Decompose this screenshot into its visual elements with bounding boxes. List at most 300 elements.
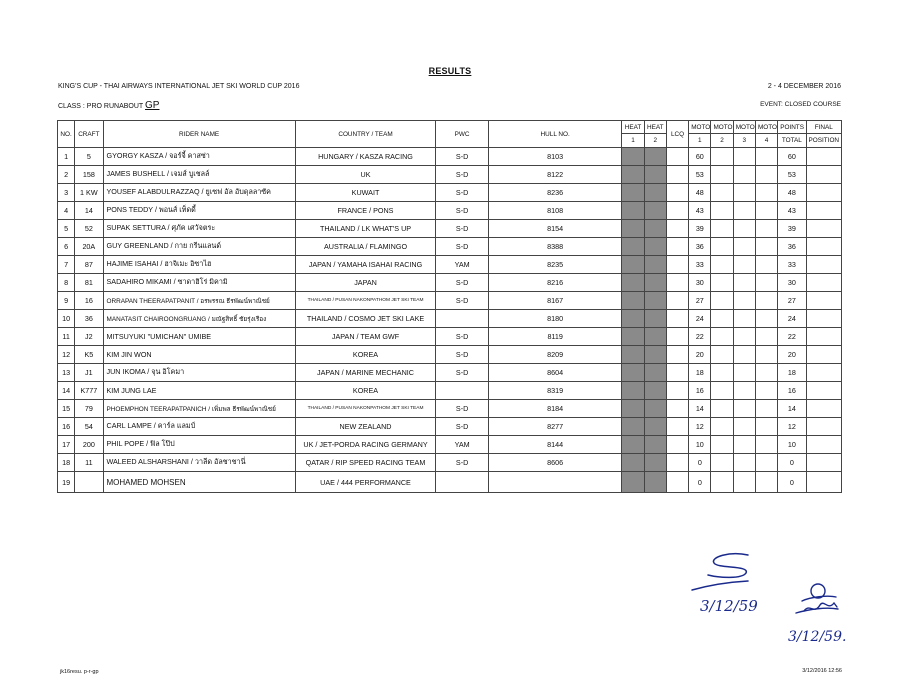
footer-timestamp: 3/12/2016 12:56 <box>802 668 842 674</box>
row-moto4 <box>755 436 777 454</box>
row-rider: KIM JUNG LAE <box>103 382 295 400</box>
row-pwc: S-D <box>436 454 489 472</box>
row-moto2 <box>711 418 733 436</box>
signature-1-icon <box>692 554 748 590</box>
row-points-total: 18 <box>778 364 806 382</box>
row-moto1: 16 <box>689 382 711 400</box>
col-craft: CRAFT <box>75 121 103 148</box>
row-lcq <box>666 436 688 454</box>
row-rider: MOHAMED MOHSEN <box>103 472 295 493</box>
table-row <box>58 454 842 472</box>
row-hull: 8122 <box>488 166 622 184</box>
row-heat2 <box>644 220 666 238</box>
col-pwc: PWC <box>436 121 489 148</box>
row-final-position <box>806 400 842 418</box>
col-heat1-num: 1 <box>622 134 644 148</box>
col-rider: RIDER NAME <box>103 121 295 148</box>
row-craft: 87 <box>75 256 103 274</box>
row-moto2 <box>711 436 733 454</box>
row-heat1 <box>622 328 644 346</box>
row-no: 2 <box>58 166 75 184</box>
row-pwc: S-D <box>436 346 489 364</box>
row-moto2 <box>711 148 733 166</box>
row-craft: 158 <box>75 166 103 184</box>
row-lcq <box>666 274 688 292</box>
row-lcq <box>666 202 688 220</box>
row-lcq <box>666 472 688 493</box>
row-moto3 <box>733 184 755 202</box>
row-country: UK / JET-PORDA RACING GERMANY <box>295 436 436 454</box>
row-final-position <box>806 274 842 292</box>
table-row <box>58 238 842 256</box>
row-hull: 8180 <box>488 310 622 328</box>
row-country: QATAR / RIP SPEED RACING TEAM <box>295 454 436 472</box>
col-final-position: POSITION <box>806 134 842 148</box>
row-moto1: 14 <box>689 400 711 418</box>
row-moto1: 60 <box>689 148 711 166</box>
results-body <box>58 148 842 493</box>
class-suffix: GP <box>145 100 160 111</box>
col-moto1: MOTO <box>689 121 711 134</box>
row-moto3 <box>733 400 755 418</box>
row-no: 7 <box>58 256 75 274</box>
row-points-total: 10 <box>778 436 806 454</box>
row-craft: 36 <box>75 310 103 328</box>
row-no: 1 <box>58 148 75 166</box>
row-moto3 <box>733 418 755 436</box>
table-row <box>58 220 842 238</box>
table-row <box>58 472 842 493</box>
row-heat1 <box>622 274 644 292</box>
table-row <box>58 400 842 418</box>
col-moto1-num: 1 <box>689 134 711 148</box>
row-country: HUNGARY / KASZA RACING <box>295 148 436 166</box>
row-moto4 <box>755 328 777 346</box>
row-heat1 <box>622 472 644 493</box>
row-country: JAPAN <box>295 274 436 292</box>
row-no: 4 <box>58 202 75 220</box>
row-moto4 <box>755 184 777 202</box>
row-lcq <box>666 184 688 202</box>
row-final-position <box>806 184 842 202</box>
row-lcq <box>666 364 688 382</box>
row-rider: JUN IKOMA / จุน อิโคมา <box>103 364 295 382</box>
row-heat2 <box>644 310 666 328</box>
row-moto2 <box>711 274 733 292</box>
row-moto4 <box>755 238 777 256</box>
row-heat1 <box>622 346 644 364</box>
row-points-total: 20 <box>778 346 806 364</box>
row-craft: 79 <box>75 400 103 418</box>
row-moto3 <box>733 472 755 493</box>
row-lcq <box>666 310 688 328</box>
row-lcq <box>666 382 688 400</box>
table-row <box>58 274 842 292</box>
row-lcq <box>666 454 688 472</box>
row-no: 11 <box>58 328 75 346</box>
row-moto4 <box>755 166 777 184</box>
row-final-position <box>806 220 842 238</box>
row-craft: 11 <box>75 454 103 472</box>
row-points-total: 33 <box>778 256 806 274</box>
table-row <box>58 184 842 202</box>
row-points-total: 30 <box>778 274 806 292</box>
row-rider: MITSUYUKI "UMICHAN" UMIBE <box>103 328 295 346</box>
row-hull: 8167 <box>488 292 622 310</box>
row-no: 9 <box>58 292 75 310</box>
signature-date-2: 3/12/59. <box>788 629 847 645</box>
row-lcq <box>666 346 688 364</box>
row-moto2 <box>711 472 733 493</box>
row-country: JAPAN / MARINE MECHANIC <box>295 364 436 382</box>
row-heat1 <box>622 292 644 310</box>
row-moto3 <box>733 292 755 310</box>
row-hull: 8388 <box>488 238 622 256</box>
row-lcq <box>666 256 688 274</box>
row-country: JAPAN / TEAM GWF <box>295 328 436 346</box>
row-moto1: 20 <box>689 346 711 364</box>
row-heat2 <box>644 382 666 400</box>
row-craft: 81 <box>75 274 103 292</box>
row-moto3 <box>733 148 755 166</box>
row-points-total: 39 <box>778 220 806 238</box>
row-moto1: 0 <box>689 454 711 472</box>
row-country: KUWAIT <box>295 184 436 202</box>
row-moto2 <box>711 166 733 184</box>
row-moto2 <box>711 364 733 382</box>
row-no: 16 <box>58 418 75 436</box>
row-moto1: 48 <box>689 184 711 202</box>
row-moto1: 30 <box>689 274 711 292</box>
row-hull: 8184 <box>488 400 622 418</box>
row-heat1 <box>622 220 644 238</box>
results-table <box>57 120 842 493</box>
row-points-total: 12 <box>778 418 806 436</box>
row-heat2 <box>644 454 666 472</box>
row-rider: PHOEMPHON TEERAPATPANICH / เพิ่มพล ธีรพัฒน์พาณิชย์ <box>103 400 295 418</box>
header-row-1 <box>58 121 842 134</box>
col-hull: HULL NO. <box>488 121 622 148</box>
row-heat1 <box>622 238 644 256</box>
row-rider: KIM JIN WON <box>103 346 295 364</box>
row-rider: PHIL POPE / ฟิล โป๊ป <box>103 436 295 454</box>
row-lcq <box>666 400 688 418</box>
row-heat1 <box>622 364 644 382</box>
row-pwc: S-D <box>436 274 489 292</box>
table-row <box>58 364 842 382</box>
row-craft: K5 <box>75 346 103 364</box>
row-craft: 52 <box>75 220 103 238</box>
col-country: COUNTRY / TEAM <box>295 121 436 148</box>
row-moto3 <box>733 310 755 328</box>
row-country: THAILAND / LK WHAT'S UP <box>295 220 436 238</box>
row-hull: 8606 <box>488 454 622 472</box>
row-hull: 8108 <box>488 202 622 220</box>
col-points: POINTS <box>778 121 806 134</box>
row-points-total: 16 <box>778 382 806 400</box>
row-heat2 <box>644 436 666 454</box>
row-moto4 <box>755 148 777 166</box>
row-final-position <box>806 202 842 220</box>
row-no: 3 <box>58 184 75 202</box>
row-moto3 <box>733 220 755 238</box>
table-row <box>58 166 842 184</box>
row-moto1: 27 <box>689 292 711 310</box>
row-heat2 <box>644 346 666 364</box>
row-hull: 8216 <box>488 274 622 292</box>
row-heat1 <box>622 436 644 454</box>
row-no: 19 <box>58 472 75 493</box>
row-moto2 <box>711 400 733 418</box>
row-hull: 8209 <box>488 346 622 364</box>
row-points-total: 22 <box>778 328 806 346</box>
row-craft: 200 <box>75 436 103 454</box>
row-moto4 <box>755 472 777 493</box>
row-no: 14 <box>58 382 75 400</box>
row-final-position <box>806 148 842 166</box>
row-pwc: S-D <box>436 364 489 382</box>
row-final-position <box>806 328 842 346</box>
event-type: EVENT: CLOSED COURSE <box>760 101 841 108</box>
table-row <box>58 436 842 454</box>
row-pwc: S-D <box>436 238 489 256</box>
col-moto3-num: 3 <box>733 134 755 148</box>
row-no: 8 <box>58 274 75 292</box>
row-final-position <box>806 256 842 274</box>
row-points-total: 0 <box>778 472 806 493</box>
row-pwc: S-D <box>436 400 489 418</box>
row-moto2 <box>711 328 733 346</box>
row-moto4 <box>755 310 777 328</box>
row-heat2 <box>644 166 666 184</box>
row-heat1 <box>622 418 644 436</box>
row-moto2 <box>711 256 733 274</box>
row-hull: 8235 <box>488 256 622 274</box>
row-country: UAE / 444 PERFORMANCE <box>295 472 436 493</box>
row-hull: 8319 <box>488 382 622 400</box>
row-no: 10 <box>58 310 75 328</box>
row-rider: JAMES BUSHELL / เจมส์ บูเชลล์ <box>103 166 295 184</box>
row-lcq <box>666 166 688 184</box>
row-points-total: 24 <box>778 310 806 328</box>
row-moto3 <box>733 382 755 400</box>
row-heat2 <box>644 292 666 310</box>
row-country: KOREA <box>295 346 436 364</box>
row-final-position <box>806 346 842 364</box>
row-pwc: S-D <box>436 166 489 184</box>
row-craft: 20A <box>75 238 103 256</box>
row-moto3 <box>733 166 755 184</box>
row-craft: J1 <box>75 364 103 382</box>
row-craft: K777 <box>75 382 103 400</box>
row-country: AUSTRALIA / FLAMINGO <box>295 238 436 256</box>
row-moto3 <box>733 436 755 454</box>
col-final: FINAL <box>806 121 842 134</box>
row-moto4 <box>755 202 777 220</box>
table-row <box>58 382 842 400</box>
row-pwc: S-D <box>436 328 489 346</box>
row-hull: 8277 <box>488 418 622 436</box>
row-points-total: 36 <box>778 238 806 256</box>
row-rider: WALEED ALSHARSHANI / วาลีด อัลชาชานี่ <box>103 454 295 472</box>
row-heat2 <box>644 400 666 418</box>
row-hull: 8236 <box>488 184 622 202</box>
signature-date-1: 3/12/59 <box>700 597 758 615</box>
row-moto2 <box>711 238 733 256</box>
row-rider: CARL LAMPE / คาร์ล แลมป์ <box>103 418 295 436</box>
class-prefix: CLASS : PRO RUNABOUT <box>58 103 144 110</box>
row-country: JAPAN / YAMAHA ISAHAI RACING <box>295 256 436 274</box>
row-moto4 <box>755 382 777 400</box>
row-moto3 <box>733 364 755 382</box>
col-heat1: HEAT <box>622 121 644 134</box>
table-row <box>58 328 842 346</box>
row-craft: 16 <box>75 292 103 310</box>
row-final-position <box>806 166 842 184</box>
row-final-position <box>806 310 842 328</box>
row-moto4 <box>755 274 777 292</box>
row-moto3 <box>733 346 755 364</box>
row-lcq <box>666 238 688 256</box>
row-moto2 <box>711 382 733 400</box>
row-moto4 <box>755 418 777 436</box>
row-moto1: 0 <box>689 472 711 493</box>
table-row <box>58 346 842 364</box>
row-rider: SUPAK SETTURA / ศุภัค เศวัจตระ <box>103 220 295 238</box>
row-heat1 <box>622 454 644 472</box>
row-moto4 <box>755 220 777 238</box>
row-moto1: 24 <box>689 310 711 328</box>
row-country: NEW ZEALAND <box>295 418 436 436</box>
row-heat2 <box>644 148 666 166</box>
page-title: RESULTS <box>428 66 472 76</box>
row-hull: 8604 <box>488 364 622 382</box>
table-row <box>58 148 842 166</box>
row-moto3 <box>733 202 755 220</box>
row-pwc: YAM <box>436 436 489 454</box>
row-moto2 <box>711 346 733 364</box>
row-points-total: 43 <box>778 202 806 220</box>
row-moto2 <box>711 292 733 310</box>
row-rider: SADAHIRO MIKAMI / ซาดาฮิโร่ มิคามิ <box>103 274 295 292</box>
row-final-position <box>806 454 842 472</box>
row-lcq <box>666 220 688 238</box>
row-moto4 <box>755 346 777 364</box>
signature-2-icon <box>796 584 838 613</box>
row-no: 17 <box>58 436 75 454</box>
row-pwc: S-D <box>436 418 489 436</box>
row-heat1 <box>622 202 644 220</box>
row-points-total: 0 <box>778 454 806 472</box>
signatures <box>690 545 847 650</box>
row-rider: PONS TEDDY / พอนส์ เท็ดดี้ <box>103 202 295 220</box>
row-heat2 <box>644 238 666 256</box>
row-heat1 <box>622 166 644 184</box>
row-final-position <box>806 472 842 493</box>
row-moto4 <box>755 256 777 274</box>
row-rider: GYORGY KASZA / จอร์จี้ คาสซ่า <box>103 148 295 166</box>
row-no: 5 <box>58 220 75 238</box>
row-heat1 <box>622 382 644 400</box>
row-pwc: S-D <box>436 220 489 238</box>
col-lcq: LCQ <box>666 121 688 148</box>
event-dates: 2 - 4 DECEMBER 2016 <box>767 83 841 90</box>
row-moto3 <box>733 454 755 472</box>
col-moto4: MOTO <box>755 121 777 134</box>
row-craft <box>75 472 103 493</box>
row-rider: HAJIME ISAHAI / ฮาจิเมะ อิซาไฮ <box>103 256 295 274</box>
row-final-position <box>806 382 842 400</box>
row-moto2 <box>711 184 733 202</box>
row-moto3 <box>733 328 755 346</box>
row-moto1: 12 <box>689 418 711 436</box>
row-moto4 <box>755 292 777 310</box>
row-rider: MANATASIT CHAIROONGRUANG / มณัฐสิทธิ์ ชัยรุ่งเรือง <box>103 310 295 328</box>
row-craft: 54 <box>75 418 103 436</box>
row-lcq <box>666 328 688 346</box>
row-no: 6 <box>58 238 75 256</box>
row-heat2 <box>644 274 666 292</box>
row-craft: 1 KW <box>75 184 103 202</box>
row-hull: 8154 <box>488 220 622 238</box>
row-pwc: S-D <box>436 202 489 220</box>
table-row <box>58 202 842 220</box>
row-hull: 8144 <box>488 436 622 454</box>
row-moto2 <box>711 454 733 472</box>
event-name: KING'S CUP - THAI AIRWAYS INTERNATIONAL JET SKI WORLD CUP 2016 <box>58 83 300 90</box>
row-heat2 <box>644 364 666 382</box>
class-label <box>58 100 159 111</box>
row-points-total: 14 <box>778 400 806 418</box>
row-craft: 5 <box>75 148 103 166</box>
row-country: UK <box>295 166 436 184</box>
row-moto1: 18 <box>689 364 711 382</box>
row-heat2 <box>644 202 666 220</box>
row-points-total: 27 <box>778 292 806 310</box>
row-country: THAILAND / PUSAN NAKONPATHOM JET SKI TEAM <box>295 400 436 418</box>
row-country: KOREA <box>295 382 436 400</box>
row-moto3 <box>733 256 755 274</box>
row-pwc: YAM <box>436 256 489 274</box>
col-points-total: TOTAL <box>778 134 806 148</box>
col-moto2: MOTO <box>711 121 733 134</box>
row-points-total: 48 <box>778 184 806 202</box>
row-final-position <box>806 238 842 256</box>
row-heat2 <box>644 472 666 493</box>
table-row <box>58 310 842 328</box>
row-country: FRANCE / PONS <box>295 202 436 220</box>
row-pwc: S-D <box>436 292 489 310</box>
row-heat1 <box>622 256 644 274</box>
row-final-position <box>806 364 842 382</box>
row-moto4 <box>755 400 777 418</box>
row-no: 18 <box>58 454 75 472</box>
row-pwc <box>436 472 489 493</box>
row-heat2 <box>644 418 666 436</box>
row-moto1: 10 <box>689 436 711 454</box>
row-heat2 <box>644 256 666 274</box>
row-hull <box>488 472 622 493</box>
row-moto1: 53 <box>689 166 711 184</box>
row-hull: 8119 <box>488 328 622 346</box>
row-moto2 <box>711 310 733 328</box>
row-moto2 <box>711 220 733 238</box>
row-heat2 <box>644 184 666 202</box>
row-country: THAILAND / PUSAN NAKONPATHOM JET SKI TEAM <box>295 292 436 310</box>
row-craft: 14 <box>75 202 103 220</box>
col-heat2: HEAT <box>644 121 666 134</box>
row-moto3 <box>733 274 755 292</box>
